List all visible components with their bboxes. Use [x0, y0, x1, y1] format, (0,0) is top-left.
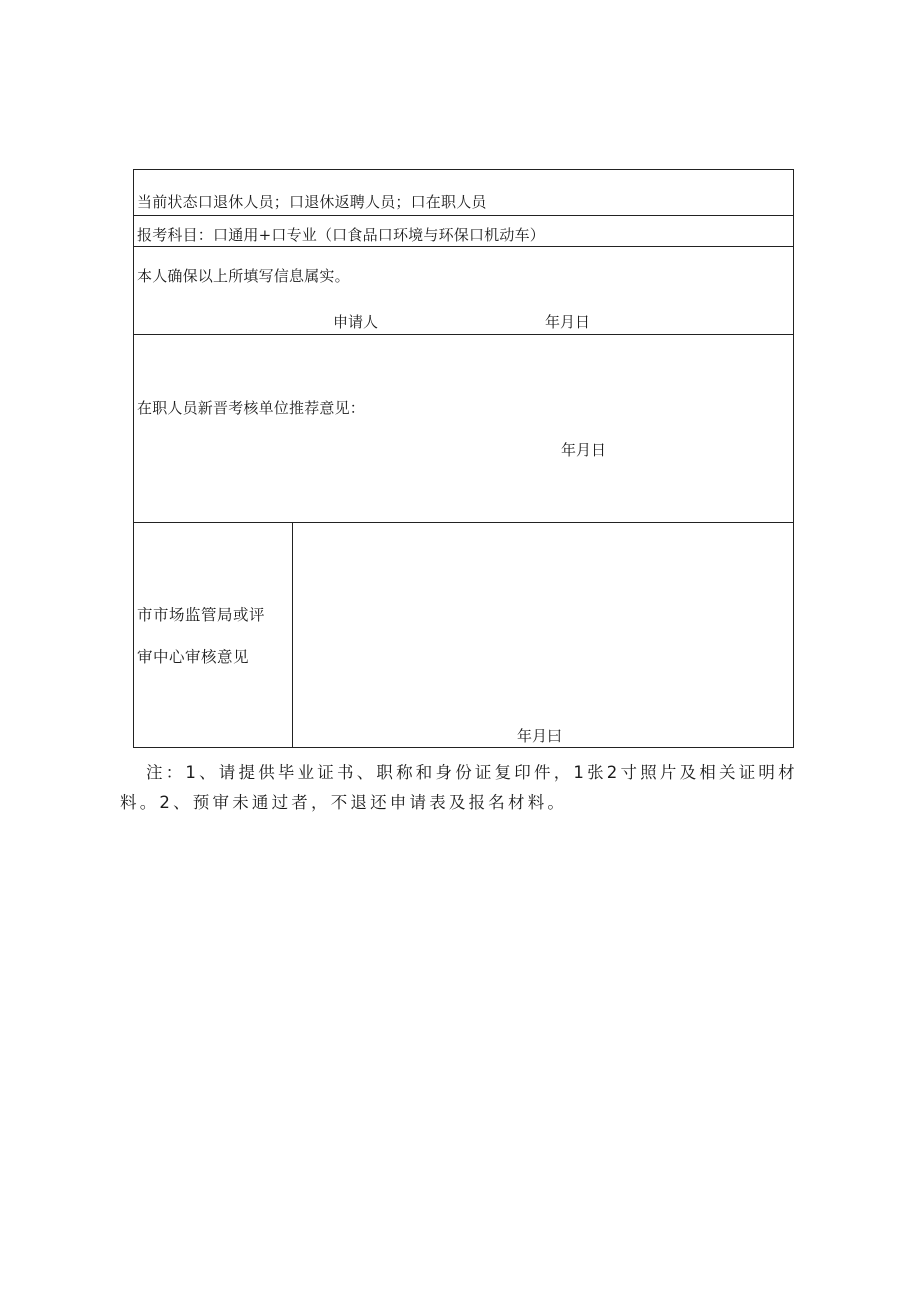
review-label-cell: [134, 523, 293, 748]
declaration-date-label: 年月日: [545, 313, 591, 331]
review-row: [134, 522, 793, 748]
applicant-signature-label: 申请人: [333, 313, 379, 331]
review-label-line1: 市市场监管局或评: [137, 606, 266, 624]
review-date-label: 年月曰: [517, 727, 563, 745]
recommendation-row: [134, 334, 793, 522]
review-label-line2: 审中心审核意见: [137, 648, 250, 666]
status-options-text: 当前状态口退休人员；口退休返聘人员；口在职人员: [137, 193, 487, 211]
recommendation-date-label: 年月日: [561, 441, 607, 459]
status-row: [134, 170, 793, 215]
subject-options-text: 报考科目：口通用+口专业（口食品口环境与环保口机动车）: [137, 226, 545, 244]
notes-line1: 注：1、请提供毕业证书、职称和身份证复印件，1张2寸照片及相关证明材: [146, 763, 798, 782]
form-notes: [120, 758, 830, 818]
notes-line2: 料。2、预审未通过者，不退还申请表及报名材料。: [120, 793, 568, 812]
declaration-text: 本人确保以上所填写信息属实。: [137, 267, 350, 285]
application-form-table: [133, 169, 794, 748]
recommendation-label: 在职人员新晋考核单位推荐意见：: [137, 399, 366, 417]
review-opinion-cell: [293, 523, 793, 748]
declaration-row: [134, 246, 793, 334]
subject-row: [134, 215, 793, 246]
